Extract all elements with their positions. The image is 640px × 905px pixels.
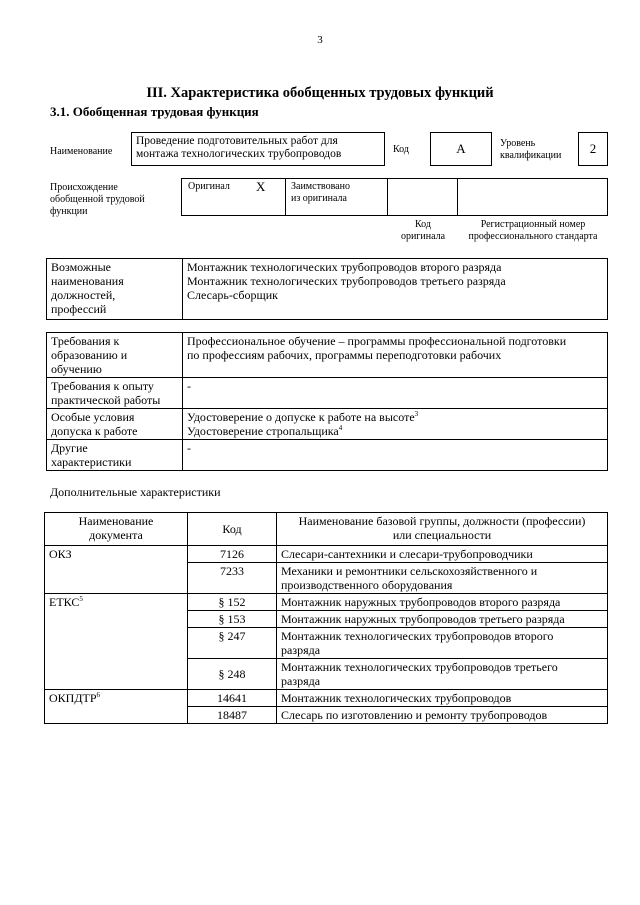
section-title: III. Характеристика обобщенных трудовых функций bbox=[146, 85, 494, 101]
code-cell: § 247 bbox=[188, 628, 277, 659]
footnote-ref: 6 bbox=[96, 691, 101, 699]
name-cell: Слесарь по изготовлению и ремонту трубопроводов bbox=[277, 707, 608, 724]
name-cell bbox=[277, 628, 608, 659]
other-value: - bbox=[183, 440, 608, 471]
special-value-line-2 bbox=[187, 424, 603, 438]
doc-etks bbox=[45, 594, 188, 611]
doc-empty bbox=[45, 707, 188, 724]
name-line: Монтажник технологических трубопроводов второго bbox=[281, 629, 554, 643]
level-value: 2 bbox=[578, 132, 608, 166]
positions-label bbox=[47, 259, 183, 320]
doc-okz: ОКЗ bbox=[45, 546, 188, 563]
doc-okpdtr-label: ОКПДТР bbox=[49, 691, 97, 705]
reg-number-caption-line-2: профессионального стандарта bbox=[468, 231, 598, 242]
origin-label-line-3: функции bbox=[50, 206, 88, 217]
code-cell: 14641 bbox=[188, 690, 277, 707]
origin-label-line-1: Происхождение bbox=[50, 182, 118, 193]
col-header-doc-line: Наименование bbox=[78, 514, 154, 528]
borrowed-label-line-1: Заимствовано bbox=[291, 181, 350, 192]
code-cell: § 152 bbox=[188, 594, 277, 611]
code-original-caption-line-1: Код bbox=[415, 219, 431, 230]
positions-label-line: должностей, bbox=[51, 288, 116, 302]
positions-values bbox=[183, 259, 608, 320]
col-header-code: Код bbox=[188, 513, 277, 546]
code-cell: § 248 bbox=[188, 659, 277, 690]
footnote-ref: 4 bbox=[338, 424, 343, 432]
education-value bbox=[183, 333, 608, 378]
special-value-line-1 bbox=[187, 410, 603, 424]
table-row bbox=[45, 707, 608, 724]
subsection-title: 3.1. Обобщенная трудовая функция bbox=[50, 104, 259, 119]
col-header-name-line: Наименование базовой группы, должности (профессии) bbox=[298, 514, 586, 528]
origin-divider-3 bbox=[457, 178, 458, 216]
table-row bbox=[45, 546, 608, 563]
col-header-name-line: или специальности bbox=[392, 528, 492, 542]
doc-okpdtr bbox=[45, 690, 188, 707]
name-cell: Монтажник наружных трубопроводов третьего разряда bbox=[277, 611, 608, 628]
origin-divider-2 bbox=[387, 178, 388, 216]
name-line: Механики и ремонтники сельскохозяйственного и bbox=[281, 564, 538, 578]
level-label-line-2: квалификации bbox=[500, 150, 562, 161]
borrowed-label-line-2: из оригинала bbox=[291, 193, 347, 204]
table-row bbox=[45, 594, 608, 611]
requirements-table bbox=[46, 332, 608, 471]
original-label: Оригинал bbox=[188, 181, 230, 192]
name-cell: Монтажник технологических трубопроводов bbox=[277, 690, 608, 707]
doc-empty bbox=[45, 659, 188, 690]
level-label-line-1: Уровень bbox=[500, 138, 536, 149]
name-cell bbox=[277, 563, 608, 594]
name-cell: Слесари-сантехники и слесари-трубопроводчики bbox=[277, 546, 608, 563]
name-value-line-2: монтажа технологических трубопроводов bbox=[136, 148, 342, 160]
special-value bbox=[183, 409, 608, 440]
education-label-line: образованию и bbox=[51, 348, 128, 362]
doc-empty bbox=[45, 628, 188, 659]
name-label: Наименование bbox=[50, 146, 113, 157]
experience-label bbox=[47, 378, 183, 409]
other-label-line: Другие bbox=[51, 441, 88, 455]
height-permit-text: Удостоверение о допуске к работе на высоте bbox=[187, 410, 415, 424]
footnote-ref: 3 bbox=[414, 410, 419, 418]
additional-title: Дополнительные характеристики bbox=[50, 485, 221, 499]
other-label bbox=[47, 440, 183, 471]
level-label bbox=[500, 138, 561, 162]
code-cell: § 153 bbox=[188, 611, 277, 628]
slinger-cert-text: Удостоверение стропальщика bbox=[187, 424, 339, 438]
table-row bbox=[45, 690, 608, 707]
doc-empty bbox=[45, 611, 188, 628]
code-label: Код bbox=[393, 144, 409, 155]
code-cell: 7233 bbox=[188, 563, 277, 594]
page-number: 3 bbox=[317, 34, 323, 46]
experience-label-line: Требования к опыту bbox=[51, 379, 154, 393]
original-mark: X bbox=[256, 179, 266, 194]
borrowed-label bbox=[291, 181, 350, 205]
name-line: производственного оборудования bbox=[281, 578, 453, 592]
positions-label-line: профессий bbox=[51, 302, 107, 316]
name-value-box bbox=[131, 132, 385, 166]
table-row bbox=[45, 628, 608, 659]
name-cell: Монтажник наружных трубопроводов второго разряда bbox=[277, 594, 608, 611]
positions-label-line: наименования bbox=[51, 274, 124, 288]
position-item: Монтажник технологических трубопроводов третьего разряда bbox=[187, 274, 506, 288]
doc-etks-label: ЕТКС bbox=[49, 595, 80, 609]
code-value: А bbox=[430, 132, 492, 166]
origin-label bbox=[50, 182, 145, 218]
origin-divider-1 bbox=[285, 178, 286, 216]
education-label-line: обучению bbox=[51, 362, 102, 376]
name-line: разряда bbox=[281, 643, 321, 657]
education-value-line: по профессиям рабочих, программы переподготовки рабочих bbox=[187, 348, 502, 362]
special-label-line: допуска к работе bbox=[51, 424, 138, 438]
name-line: Монтажник технологических трубопроводов третьего bbox=[281, 660, 558, 674]
table-row bbox=[45, 563, 608, 594]
reg-number-caption-line-1: Регистрационный номер bbox=[480, 219, 586, 230]
table-row bbox=[45, 611, 608, 628]
additional-table bbox=[44, 512, 608, 724]
experience-label-line: практической работы bbox=[51, 393, 161, 407]
position-item: Монтажник технологических трубопроводов второго разряда bbox=[187, 260, 502, 274]
table-row bbox=[45, 659, 608, 690]
position-item: Слесарь-сборщик bbox=[187, 288, 278, 302]
col-header-doc bbox=[45, 513, 188, 546]
reg-number-caption bbox=[458, 219, 608, 243]
name-line: разряда bbox=[281, 674, 321, 688]
positions-label-line: Возможные bbox=[51, 260, 111, 274]
education-label-line: Требования к bbox=[51, 334, 120, 348]
footnote-ref: 5 bbox=[79, 595, 83, 603]
special-label bbox=[47, 409, 183, 440]
other-label-line: характеристики bbox=[51, 455, 132, 469]
education-value-line: Профессиональное обучение – программы профессиональной подготовки bbox=[187, 334, 567, 348]
code-cell: 7126 bbox=[188, 546, 277, 563]
code-original-caption bbox=[388, 219, 458, 243]
name-value-line-1: Проведение подготовительных работ для bbox=[136, 135, 338, 147]
origin-box bbox=[181, 178, 608, 216]
code-original-caption-line-2: оригинала bbox=[400, 231, 446, 242]
positions-table bbox=[46, 258, 608, 320]
experience-value: - bbox=[183, 378, 608, 409]
col-header-doc-line: документа bbox=[89, 528, 143, 542]
doc-empty bbox=[45, 563, 188, 594]
col-header-name bbox=[277, 513, 608, 546]
name-cell bbox=[277, 659, 608, 690]
code-cell: 18487 bbox=[188, 707, 277, 724]
special-label-line: Особые условия bbox=[51, 410, 135, 424]
education-label bbox=[47, 333, 183, 378]
origin-label-line-2: обобщенной трудовой bbox=[50, 194, 145, 205]
